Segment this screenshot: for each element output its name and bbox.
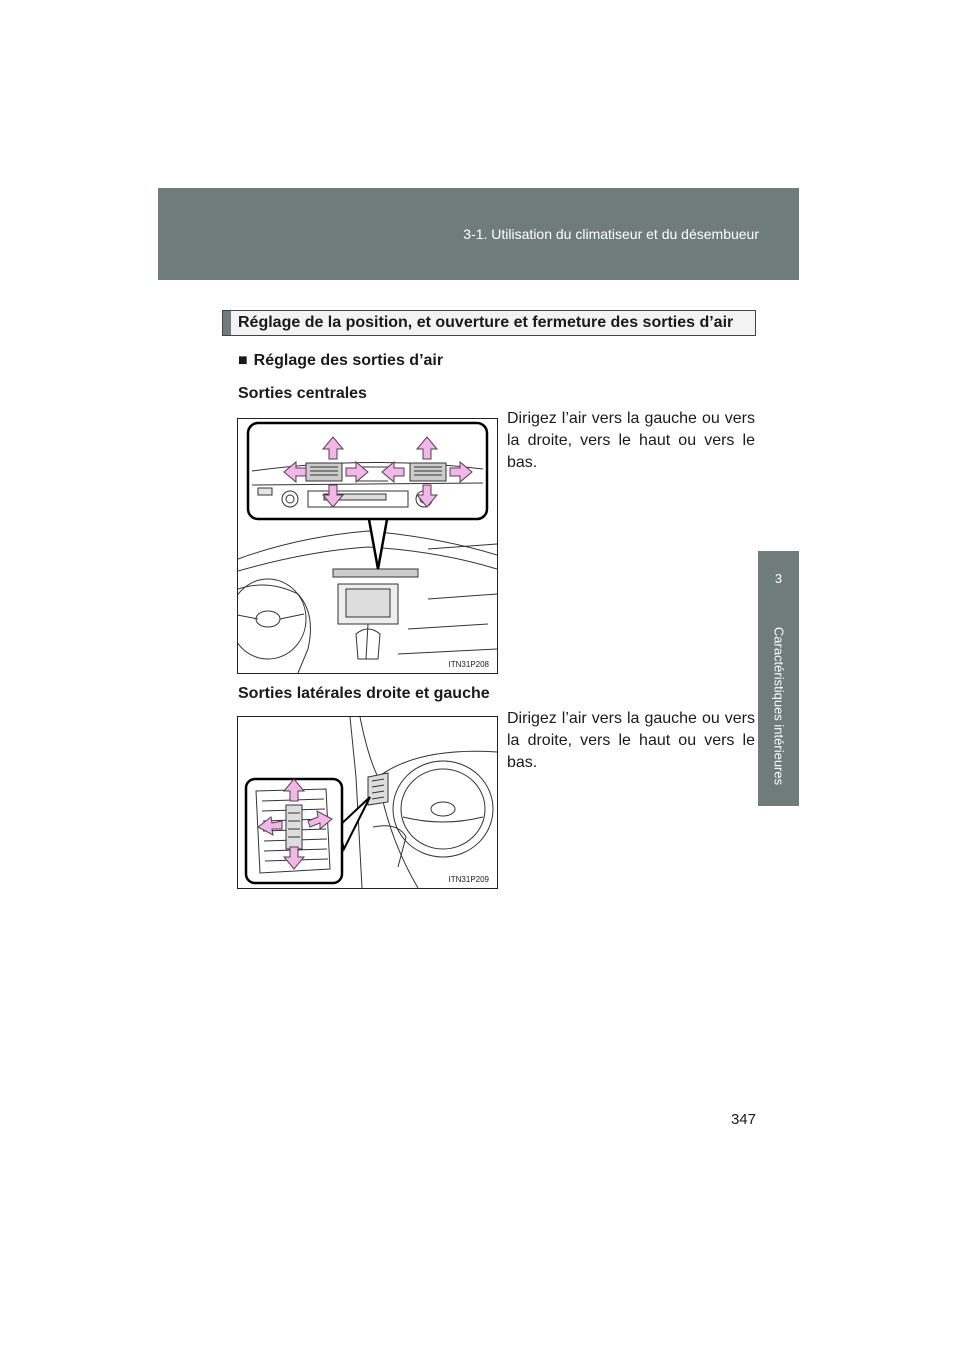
chapter-side-bar [758,605,799,806]
chapter-title: 3-1. Utilisation du climatiseur et du désembueur [463,226,759,242]
chapter-side-label: Caractéristiques intérieures [771,626,786,785]
header-band [158,188,799,280]
figure-code: ITN31P209 [448,875,489,884]
page-number: 347 [730,1111,756,1128]
section-heading [222,310,756,336]
side-outlets-figure [237,716,498,889]
chapter-number: 3 [774,571,783,586]
central-outlets-figure [237,418,498,674]
central-outlets-description: Dirigez l’air vers la gauche ou vers la droite, vers le haut ou vers le bas. [507,410,755,471]
side-outlets-label: Sorties latérales droite et gauche [238,685,490,702]
heading-accent-bar [223,311,231,335]
side-vent-illustration [238,717,497,888]
subheading [238,352,443,370]
central-outlets-label: Sorties centrales [238,385,367,402]
square-bullet-icon: ■ [238,352,248,369]
section-heading-text: Réglage de la position, et ouverture et fermeture des sorties d’air [238,314,734,331]
subheading-text: Réglage des sorties d’air [253,352,444,369]
dashboard-center-illustration [238,419,497,673]
figure-code: ITN31P208 [448,660,489,669]
side-outlets-description: Dirigez l’air vers la gauche ou vers la droite, vers le haut ou vers le bas. [507,710,755,771]
chapter-tab [758,551,799,605]
